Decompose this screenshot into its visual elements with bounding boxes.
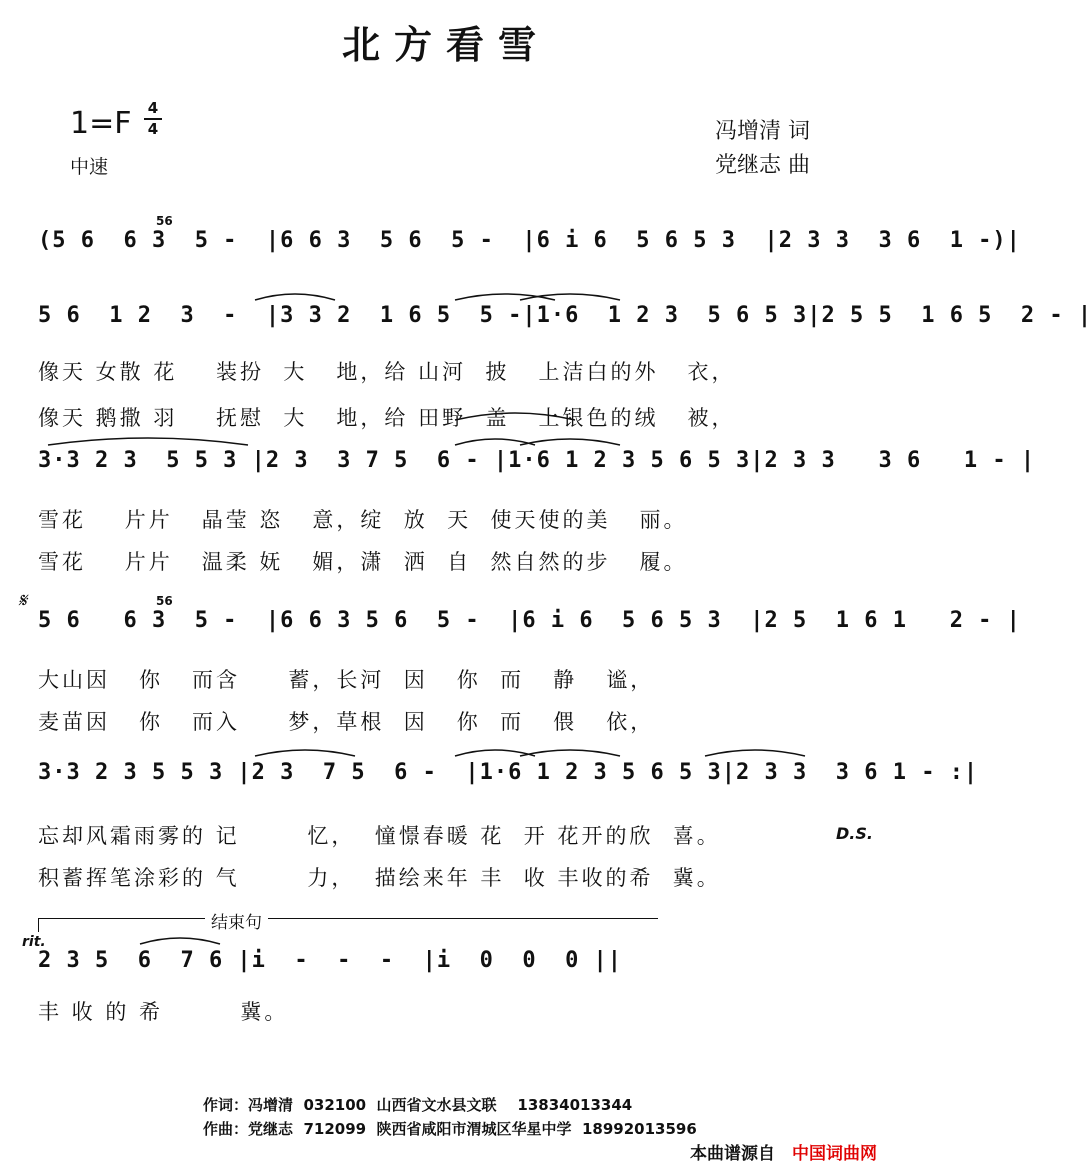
composer-credit: 党继志 曲	[715, 153, 810, 178]
ending-label: 结束句	[205, 908, 268, 933]
lyrics-3-verse-1: 雪花 片片 晶莹 恣 意，绽 放 天 使天使的美 丽。	[38, 508, 688, 532]
lyrics-6: 丰 收 的 希 冀。	[38, 1000, 289, 1024]
lyrics-5-verse-1: 忘却风霜雨雾的 记 忆， 憧憬春暖 花 开 花开的欣 喜。	[38, 824, 721, 848]
score-line-1: (5 6 6 3 5 - |6 6 3 5 6 5 - |6 i 6 5 6 5 3 |2 3 3 3 6 1 -)|	[38, 228, 1021, 253]
segno-sign: 𝄋	[18, 588, 27, 612]
dal-segno: D.S.	[836, 824, 873, 843]
tempo-marking: 中速	[70, 156, 109, 178]
slur-mark	[255, 750, 355, 756]
score-line-4: 5 6 6 3 5 - |6 6 3 5 6 5 - |6 i 6 5 6 5 3 |2 5 1 6 1 2 - |	[38, 608, 1021, 633]
score-line-3: 3·3 2 3 5 5 3 |2 3 3 7 5 6 - |1·6 1 2 3 5 6 5 3|2 3 3 3 6 1 - |	[38, 448, 1036, 473]
lyricist-credit: 冯增清 词	[715, 119, 810, 144]
slur-mark	[455, 413, 575, 420]
lyrics-4-verse-2: 麦苗因 你 而入 梦，草根 因 你 而 偎 依，	[38, 710, 655, 734]
grace-notes-4: 56	[156, 594, 173, 608]
slur-mark	[48, 438, 248, 445]
lyrics-4-verse-1: 大山因 你 而含 蓄，长河 因 你 而 静 谧，	[38, 668, 655, 692]
source-site-link[interactable]: 中国词曲网	[792, 1144, 877, 1164]
key-signature: 1=F	[70, 106, 132, 141]
slur-mark	[520, 294, 620, 300]
slur-mark	[455, 294, 555, 300]
time-sig-top: 4	[147, 99, 159, 117]
slur-mark	[520, 750, 620, 756]
grace-notes-1: 56	[156, 214, 173, 228]
footer-composer: 作曲：党继志 712099 陕西省咸阳市渭城区华星中学 18992013596	[203, 1120, 697, 1138]
lyrics-2-verse-1: 像天 女散 花 装扮 大 地，给 山河 披 上洁白的外 衣，	[38, 360, 736, 384]
slur-mark	[140, 938, 220, 944]
source-label: 本曲谱源自	[690, 1144, 775, 1164]
score-line-2: 5 6 1 2 3 - |3 3 2 1 6 5 5 -|1·6 1 2 3 5 6 5 3|2 5 5 1 6 5 2 - |	[38, 303, 1092, 328]
slur-mark	[520, 439, 620, 445]
footer-lyricist: 作词：冯增清 032100 山西省文水县文联 13834013344	[203, 1096, 633, 1114]
page-title: 北方看雪	[341, 23, 550, 67]
score-line-5: 3·3 2 3 5 5 3 |2 3 7 5 6 - |1·6 1 2 3 5 6 5 3|2 3 3 3 6 1 - :|	[38, 760, 979, 785]
slur-mark	[255, 294, 335, 300]
lyrics-5-verse-2: 积蓄挥笔涂彩的 气 力， 描绘来年 丰 收 丰收的希 冀。	[38, 866, 721, 890]
time-sig-bottom: 4	[147, 120, 159, 138]
lyrics-2-verse-2: 像天 鹅撒 羽 抚慰 大 地，给 田野 盖 上银色的绒 被，	[38, 406, 736, 430]
lyrics-3-verse-2: 雪花 片片 温柔 妩 媚，潇 洒 自 然自然的步 履。	[38, 550, 688, 574]
score-line-6: 2 3 5 6 7 6 |i - - - |i 0 0 0 ||	[38, 948, 623, 973]
ritardando-mark: rit.	[22, 934, 46, 950]
slur-mark	[705, 750, 805, 756]
